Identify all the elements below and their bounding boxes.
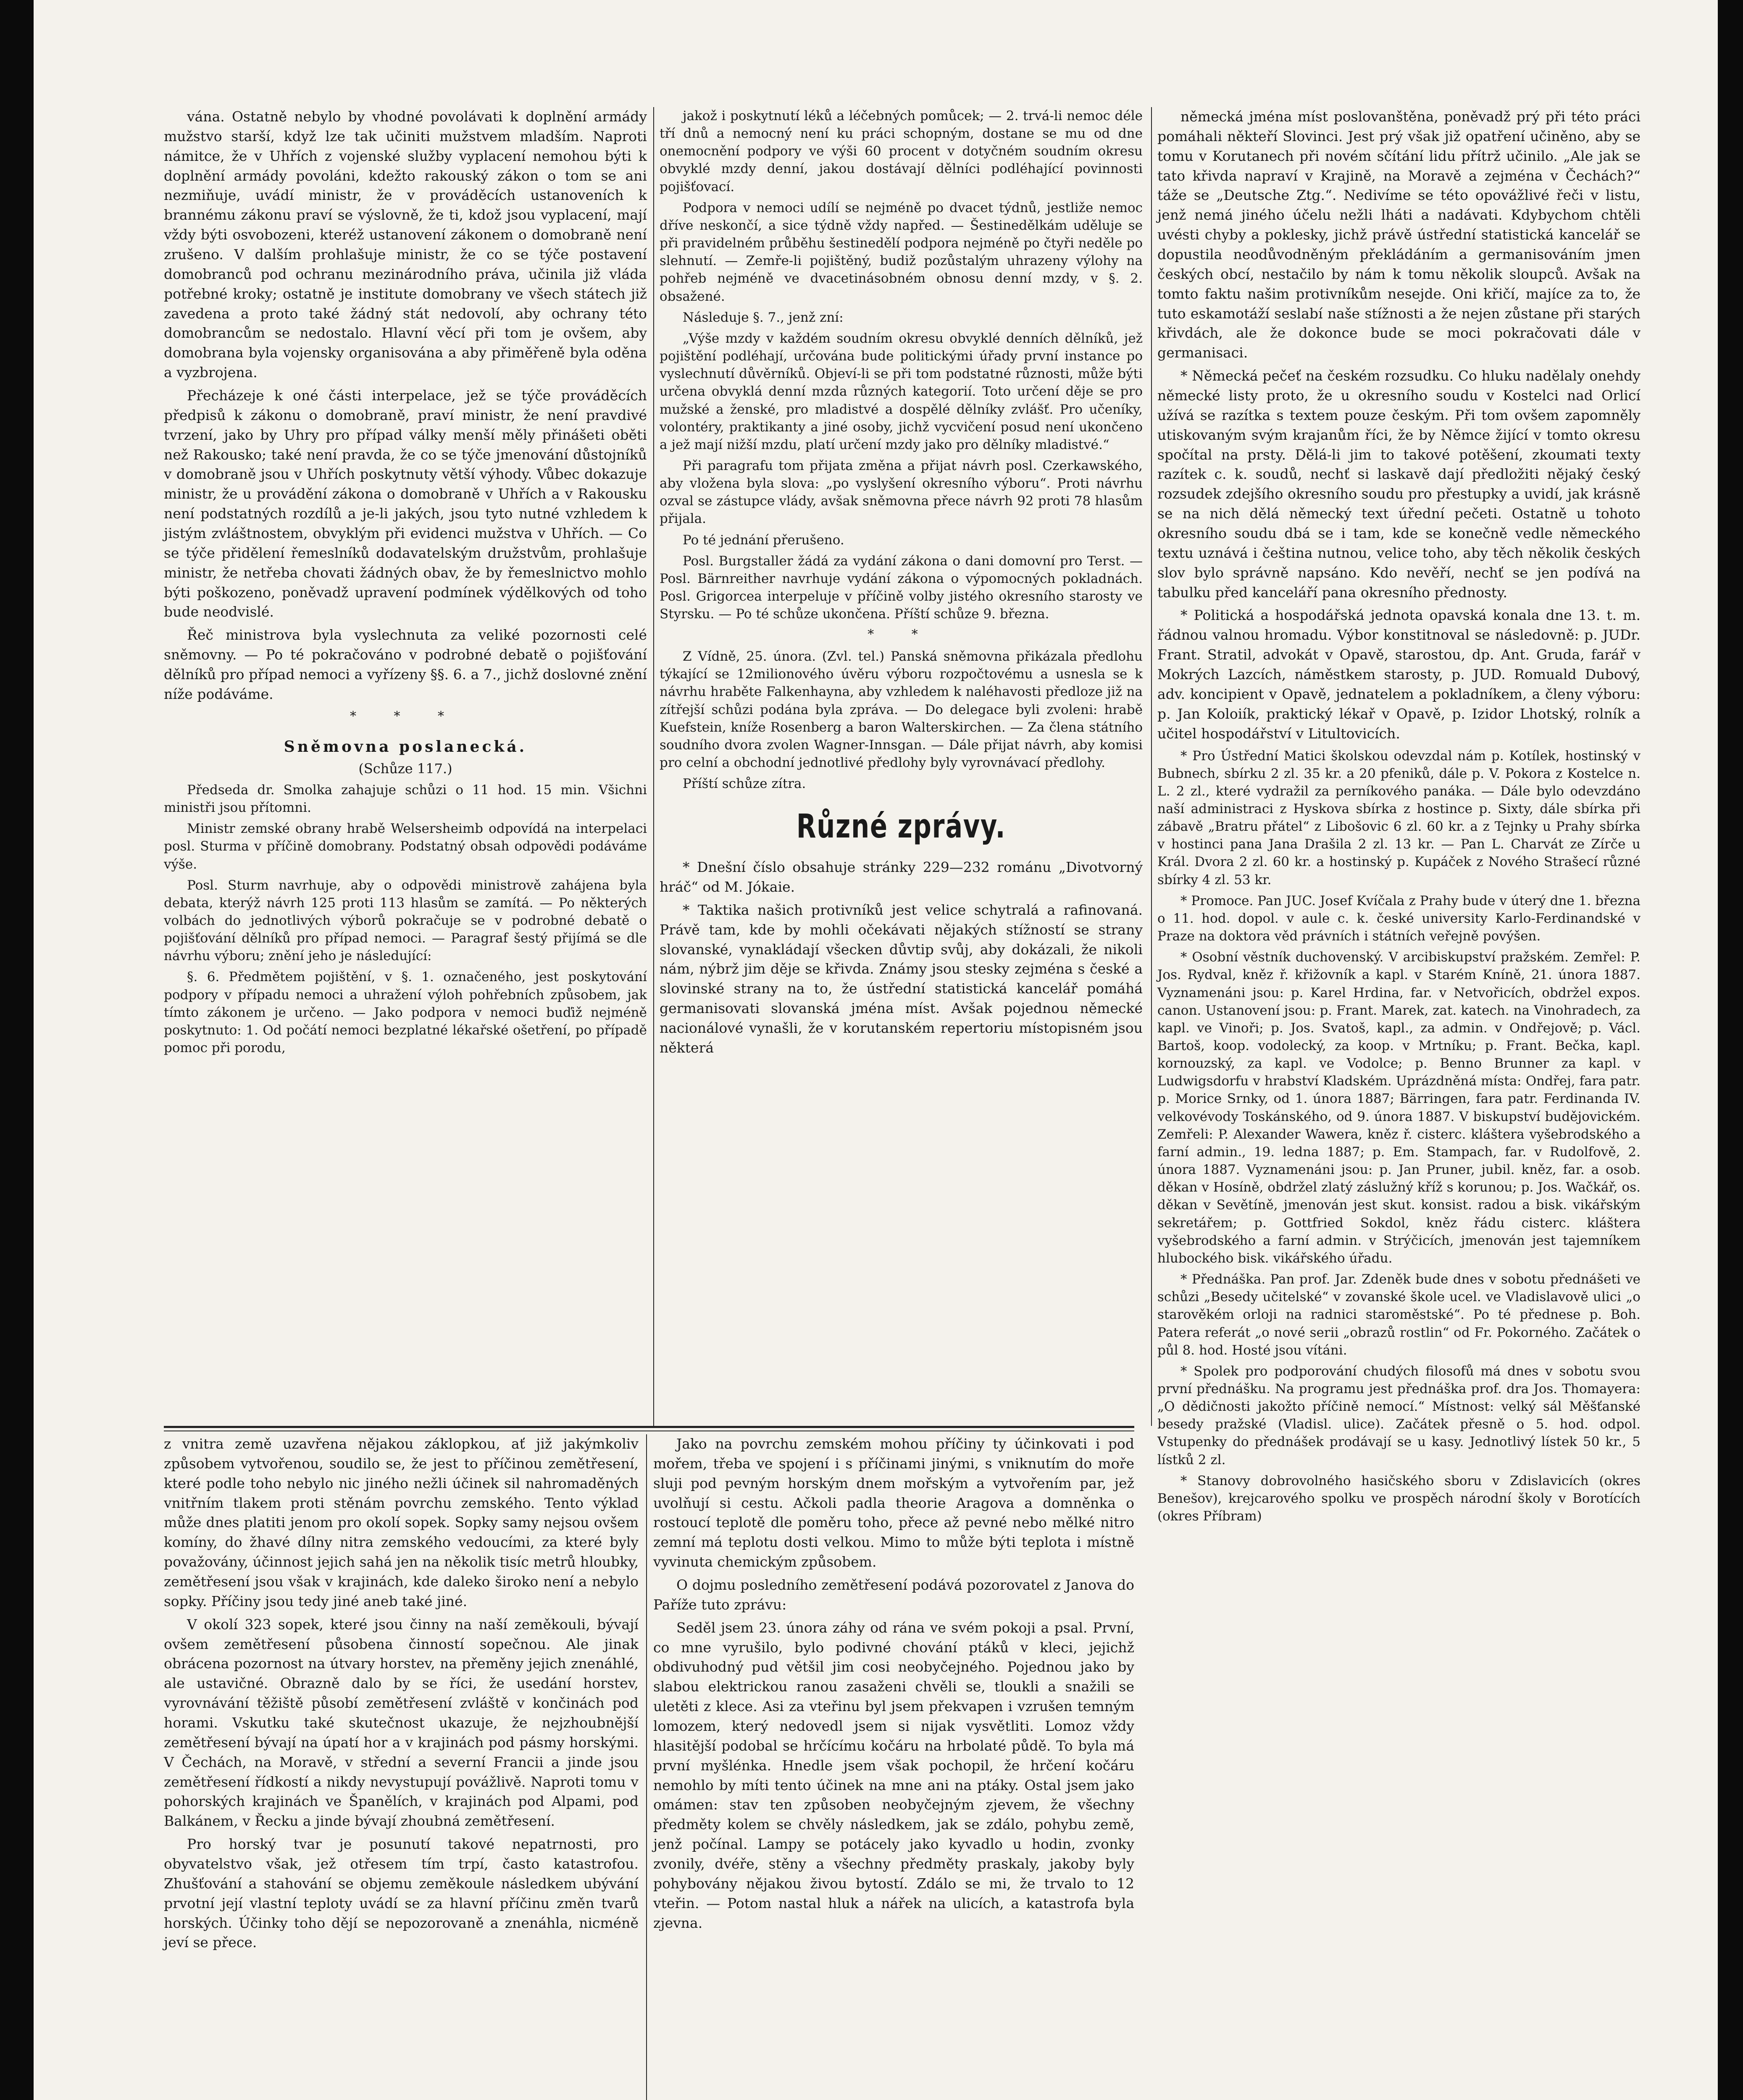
paragraph: německá jména míst poslovanštěna, poněvadž prý při této práci pomáhali někteří Slovinci. Jest prý však již opatření učiněno, aby se tomu v Korutanech při novém sčítání lidu přítrž učinilo. „Ale jak se tato křivda napraví v Krajině, na Moravě a zejména v Čechách?“ táže se „Deutsche Ztg.“. Nedivíme se této opovážlivé řeči v listu, jenž nemá jiného účelu nežli lháti a nadávati. Kdybychom chtěli uvésti chyby a poklesky, jichž právě ústřední statistická kancelář se dopustila neodůvodněným překládáním a germanisováním jmen českých obcí, nestačilo by nám k tomu několik sloupců. Avšak na tomto faktu našim protivníkům nesejde. Oni křičí, majíce za to, že tuto eskamotáží seslabí naše stížnosti a že nejen zůstane při starých křivdách, ale že dokonce bude se moci pokračovati dále v germanisaci. [1157,108,1640,361]
feuilleton-section [164,1434,1134,2100]
column-divider [646,1434,647,2100]
section-subheading: (Schůze 117.) [358,761,452,777]
paragraph: * Taktika našich protivníků jest velice schytralá a rafinovaná. Právě tam, kde by mohli očekávati nějakých stížností se strany slovanské, vynakládají všecken důvtip svůj, aby dokázali, že nikoli nám, nýbrž jim děje se křivda. Známy jsou stesky zejména s české a slovinské strany na to, že ústřední statistická kancelář pomáhá germanisovati slovanská jména míst. Avšak pojednou německé nacionálové vynašli, že v korutanském repertoriu místopisném jsou některá [660,901,1143,1056]
paragraph: * Spolek pro podporování chudých filosofů má dnes v sobotu svou první přednášku. Na programu jest přednáška prof. dra Jos. Thomayera: „O dědičnosti jakožto příčině nemocí.“ Místnost: velký sál Měšťanské besedy pražské (Vladisl. ulice). Začátek přesně o 5. hod. odpol. Vstupenky do přednášek prodávají se u kasy. Jednotlivý lístek 50 kr., 5 lístků 2 zl. [1157,1363,1640,1467]
paragraph: * Dnešní číslo obsahuje stránky 229—232 románu „Divotvorný hráč“ od M. Jókaie. [660,859,1143,895]
paragraph: Řeč ministrova byla vyslechnuta za veliké pozornosti celé sněmovny. — Po té pokračováno v podrobné debatě o pojišťování dělníků pro případ nemoci a vyřízeny §§. 6. a 7., jichž doslovné znění níže podáváme. [164,627,647,702]
paragraph: Ministr zemské obrany hrabě Welsersheimb odpovídá na interpelaci posl. Sturma v příčině domobrany. Podstatný obsah odpovědi podáváme výše. [164,821,647,872]
paragraph: Při paragrafu tom přijata změna a přijat návrh posl. Czerkawského, aby vložena byla slova: „po vyslyšení okresního výboru“. Proti návrhu ozval se zástupce vlády, avšak sněmovna přece návrh 92 proti 78 hlasům přijala. [660,458,1143,527]
feuilleton-column-2 [653,1434,1134,2100]
section-title: Různé zprávy. [796,808,1006,846]
paragraph: Po té jednání přerušeno. [683,532,844,548]
paragraph: Předseda dr. Smolka zahajuje schůzi o 11 hod. 15 min. Všichni ministři jsou přítomni. [164,782,647,816]
paragraph: jakož i poskytnutí léků a léčebných pomůcek; — 2. trvá-li nemoc déle tří dnů a nemocný není ku práci schopným, dostane se mu od dne onemocnění podpory ve výši 60 procent v dotyčném soudním okresu obvyklé mzdy denní, jakou dostávají dělníci podléhající povinnosti pojišťovací. [660,108,1143,194]
paragraph: * Stanovy dobrovolného hasičského sboru v Zdislavicích (okres Benešov), krejcarového spolku ve prospěch národní školy v Borotících (okres Příbram) [1157,1473,1640,1524]
paragraph: Jako na povrchu zemském mohou příčiny ty účinkovati i pod mořem, třeba ve spojení i s příčinami jinými, s vniknutím do moře sluji pod pevným horským dnem mořským a vytvořením par, jež uvolňují si cestu. Ačkoli padla theorie Aragova a domněnka o rostoucí teplotě dle poměru toho, přece až pevné nebo mělké nitro zemní má teplotu dosti velkou. Mimo to může býti teplota i místně vyvinuta chemickým způsobem. [653,1436,1134,1570]
paragraph: z vnitra země uzavřena nějakou záklopkou, ať již jakýmkoliv způsobem vytvořenou, soudilo se, že jest to příčinou zemětřesení, které podle toho nebylo nic jiného nežli účinek sil nahromaděných vnitřním tlakem proti stěnám povrchu zemského. Tento výklad může dnes platiti jenom pro okolí sopek. Sopky samy nejsou ovšem komíny, do žhavé dílny nitra zemského vedoucími, za které byly považovány, účinnost jejich sahá jen na několik tisíc metrů hloubky, zemětřesení jsou však v krajinách, kde daleko široko není a nebylo sopky. Příčiny jsou tedy jiné aneb také jiné. [164,1436,639,1609]
column-divider [653,107,654,1426]
paragraph: Podpora v nemoci udílí se nejméně po dvacet týdnů, jestliže nemoc dříve neskončí, a sice týdně vždy napřed. — Šestinedělkám uděluje se při pravidelném průběhu šestinedělí podpora nejméně po čtyři neděle po slehnutí. — Zemře-li pojištěný, budiž pozůstalým uhrazeny výlohy na pohřeb nejméně ve dvacetinásobném obnosu denní mzdy, v §. 2. obsažené. [660,200,1143,304]
paragraph: Seděl jsem 23. února záhy od rána ve svém pokoji a psal. První, co mne vyrušilo, bylo podivné chování ptáků v kleci, jejichž obdivuhodný pud většil jim cosi neobyčejného. Pojednou jako by slabou elektrickou ranou zasaženi chvěli se, tloukli a snažili se uletěti z klece. Asi za vteřinu byl jsem překvapen i vzrušen temným lomozem, který nedovedl jsem si nijak vysvětliti. Lomoz vždy hlasitější podobal se hrčícímu kočáru na hrbolaté půdě. To byla má první myšlénka. Hnedle jsem však pochopil, že hrčení kočáru nemohlo by míti tento účinek na mne ani na ptáky. Ostal jsem jako omámen: stav ten způsoben neobyčejným zjevem, že všechny předměty kolem se chvěly následkem, jak se zdálo, pohybu země, jenž počínal. Lampy se potácely jako kyvadlo u hodin, zvonky zvonily, dvéře, stěny a všechny předměty praskaly, jakoby byly pohybovány nějakou živou bytostí. Zdálo se mi, že trvalo to 12 vteřin. — Potom nastal hluk a nářek na ulicích, a katastrofa byla zjevna. [653,1619,1134,1931]
paragraph: Přecházeje k oné části interpelace, jež se týče prováděcích předpisů k zákonu o domobraně, praví ministr, že není pravdivé tvrzení, jako by Uhry pro případ války menší měly přinášeti oběti než Rakousko; také není pravda, že co se týče jmenování důstojníků v domobraně jsou v Uhřích poskytnuty větší výhody. Vůbec dokazuje ministr, že u provádění zákona o domobraně v Uhřích a v Rakousku není podstatných rozdílů a je-li jakých, jsou tyto nutné vzhledem k jistým zvláštnostem, obvyklým při evidenci mužstva v Uhřích. — Co se týče přidělení řemeslníků dodavatelským družstvům, prohlašuje ministr, že netřeba chovati žádných obav, že by řemeslnictvo mohlo býti poškozeno, poněvadž upravení podmínek výdělkových od toho bude neodvislé. [164,387,647,620]
feuilleton-rule [164,1426,1134,1428]
separator-stars: * * [868,627,935,642]
section-heading: Sněmovna poslanecká. [284,738,527,756]
scan-border-left [0,0,34,2100]
paragraph: Posl. Burgstaller žádá za vydání zákona o dani domovní pro Terst. — Posl. Bärnreither navrhuje vydání zákona o výpomocných pokladnách. Posl. Grigorcea interpeluje v příčině volby jistého okresního starosty ve Styrsku. — Po té schůze ukončena. Příští schůze 9. března. [660,553,1143,622]
scan-border-right [1718,0,1743,2100]
paragraph: * Politická a hospodářská jednota opavská konala dne 13. t. m. řádnou valnou hromadu. Výbor konstitnoval se následovně: p. JUDr. Frant. Stratil, advokát v Opavě, starostou, dp. Ant. Gruda, farář v Mokrých Lazcích, náměstkem starosty, p. JUD. Romuald Dubový, adv. koncipient v Opavě, jednatelem a pokladníkem, a členy výboru: p. Jan Koloiík, praktický lékař v Opavě, p. Izidor Lhotský, rolník a učitel hospodářství v Litultovicích. [1157,607,1640,742]
column-divider [1151,107,1152,1426]
column-3 [1157,107,1640,1524]
newspaper-page [164,107,1643,2100]
paragraph: Z Vídně, 25. února. (Zvl. tel.) Panská sněmovna přikázala předlohu týkající se 12milionového úvěru výboru rozpočtovému a usnesla se k návrhu hraběte Falkenhayna, aby vzhledem k naléhavosti předloze již na zítřejší schůzi podána byla zpráva. — Do delegace byli zvoleni: hrabě Kuefstein, kníže Rosenberg a baron Walterskirchen. — Za člena státního soudního dvora zvolen Wagner-Innsgan. — Dále přijat návrh, aby komisi pro celní a obchodní jednotlivé předlohy byly vyrovnávací předlohy. [660,649,1143,771]
paragraph: Pro horský tvar je posunutí takové nepatrnosti, pro obyvatelstvo však, jež otřesem tím trpí, často katastrofou. Zhušťování a stahování se objemu zeměkoule následkem ubývání prvotní její vlastní teploty uvádí se za hlavní příčinu změn tvarů horských. Účinky toho dějí se nepozorovaně a znenáhla, nicméně jeví se přece. [164,1836,639,1951]
feuilleton-column-1 [164,1434,639,2100]
paragraph: vána. Ostatně nebylo by vhodné povolávati k doplnění armády mužstvo starší, když lze tak učiniti mužstvem mladším. Naproti námitce, že v Uhřích z vojenské služby vyplacení nemohou býti k doplnění armády povoláni, kdežto rakouský zákon o tom se ani nezmiňuje, uvádí ministr, že v prováděcích ustanoveních k brannému zákonu praví se výslovně, že ti, kdož jsou vyplacení, mají vždy býti osvobozeni, kteréž ustanovení zákonem o domobraně není zrušeno. V dalším prohlašuje ministr, že co se týče postavení domobranců pod ochranu mezinárodního práva, učinila již vláda potřebné kroky; ostatně je institute domobrany ve všech státech již zavedena a proto také žádný stát nedovolí, aby ochrany této domobrancům se nedostalo. Hlavní věcí při tom je ovšem, aby domobrana byla vojensky organisována a aby přiměřeně byla oděna a vyzbrojena. [164,108,647,381]
paragraph: Příští schůze zítra. [683,776,806,792]
paragraph: Následuje §. 7., jenž zní: [683,310,844,325]
paragraph: „Výše mzdy v každém soudním okresu obvyklé denních dělníků, jež pojištění podléhají, určována bude politickými úřady první instance po vyslechnutí důvěrníků. Objeví-li se při tom podstatné různosti, může býti určena obvyklá denní mzda různých kategorií. Toto určení děje se pro mužské a ženské, pro mladistvé a dospělé dělníky zvlášť. Pro učeníky, volontéry, praktikanty a jiné osoby, jichž vycvičení posud není ukončeno a jež mají nižší mzdu, platí určení mzdy jako pro dělníky mladistvé.“ [660,331,1143,452]
separator-stars: * * * [350,709,461,724]
paragraph: Posl. Sturm navrhuje, aby o odpovědi ministrově zahájena byla debata, kterýž návrh 125 proti 113 hlasům se zamítá. — Po některých volbách do jednotlivých výborů pokračuje se v podrobné debatě o pojišťování dělníků pro případ nemoci. — Paragraf šestý přijímá se dle návrhu výboru; znění jeho je následující: [164,877,647,964]
paragraph: O dojmu posledního zemětřesení podává pozorovatel z Janova do Paříže tuto zprávu: [653,1577,1134,1613]
paragraph: * Přednáška. Pan prof. Jar. Zdeněk bude dnes v sobotu přednášeti ve schůzi „Besedy učitelské“ v zovanské škole ucel. ve Vladislavově ulici „o starověkém orloji na radnici staroměstské“. Po té přednese p. Boh. Patera referát „o nové serii „obrazů rostlin“ od Fr. Pokorného. Začátek o půl 8. hod. Hosté jsou vítáni. [1157,1272,1640,1358]
column-2 [660,107,1143,1426]
paragraph: * Německá pečeť na českém rozsudku. Co hluku nadělaly onehdy německé listy proto, že u okresního soudu v Kostelci nad Orlicí užívá se razítka s textem pouze českým. Při tom ovšem zapomněly utiskovaným svým krajanům říci, že by Němce žijící v tomto okresu spočítal na prsty. Dělá-li jim to takové potěšení, zkoumati texty razítek c. k. soudů, nechť si laskavě dají předložiti nějaký český rozsudek zdejšího okresního soudu pro přestupky a uvidí, jak krásně se na nich dělá německý text úřední pečeti. Ostatně u tohoto okresního soudu dbá se i tam, kde se konečně vedle německého textu uznává i čeština nutnou, velice toho, aby těch několik českých slov bylo správně napsáno. Kdo nevěří, nechť se jen podívá na tabulku před kanceláří pana okresního přednosty. [1157,368,1640,601]
paragraph: * Promoce. Pan JUC. Josef Kvíčala z Prahy bude v úterý dne 1. března o 11. hod. dopol. v aule c. k. české university Karlo-Ferdinandské v Praze na doktora věd právních i státních veřejně povýšen. [1157,893,1640,944]
paragraph: V okolí 323 sopek, které jsou činny na naší zeměkouli, bývají ovšem zemětřesení působena činností sopečnou. Ale jinak obrácena pozornost na útvary horstev, na přeměny jejich znenáhlé, ale ustavičné. Obrazně dalo by se říci, že usedání horstev, vyrovnávání těžiště působí zemětřesení zvláště v končinách pod horami. Vskutku také skutečnost ukazuje, že nejzhoubnější zemětřesení bývají na úpatí hor a v krajinách pod pásmy horskými. V Čechách, na Moravě, v střední a severní Francii a jinde jsou zemětřesení řídkostí a nikdy nevystupují povážlivě. Naproti tomu v pohorských krajinách ve Španělích, v krajinách pod Alpami, pod Balkánem, v Řecku a jinde bývají zhoubná zemětřesení. [164,1616,639,1830]
paragraph: * Osobní věstník duchovenský. V arcibiskupství pražském. Zemřel: P. Jos. Rydval, kněz ř. křižovník a kapl. v Starém Kníně, 21. února 1887. Vyznamenáni jsou: p. Karel Hrdina, far. v Netvořicích, obdržel expos. canon. Ustanovení jsou: p. Frant. Marek, zat. katech. na Vinohradech, za kapl. ve Vinoři; p. Jos. Svatoš, kapl., za admin. v Ondřejově; p. Václ. Bartoš, koop. vodolecký, za koop. v Mrtníku; p. Frant. Bečka, kapl. kornouzský, za kapl. ve Vodolce; p. Benno Brunner za kapl. v Ludwigsdorfu v hrabství Kladském. Uprázdněná místa: Ondřej, fara patr. p. Morice Srnky, od 1. února 1887; Bärringen, fara patr. Ferdinanda IV. velkovévody Toskánského, od 9. února 1887. V biskupství budějovickém. Zemřeli: P. Alexander Wawera, kněz ř. cisterc. kláštera vyšebrodského a farní admin., 19. ledna 1887; p. Em. Stampach, far. v Rudolfově, 2. února 1887. Vyznamenáni jsou: p. Jan Pruner, jubil. kněz, far. a osob. děkan v Hosíně, obdržel zlatý záslužný kříž s korunou; p. Jos. Wačkář, os. děkan v Sevětíně, jmenován jest skut. konsist. radou a bisk. vikářským sekretářem; p. Gottfried Sokdol, kněz řádu cisterc. kláštera vyšebrodského a farní admin. v Strýčicích, jmenován jest tajemníkem hlubockého bisk. vikářského úřadu. [1157,950,1640,1266]
paragraph: §. 6. Předmětem pojištění, v §. 1. označeného, jest poskytování podpory v případu nemoci a uhražení výloh pohřebních způsobem, jak tímto zákonem je určeno. — Jako podpora v nemoci buďiž nejméně poskytnuto: 1. Od počátí nemoci bezplatné lékařské ošetření, po případě pomoc při porodu, [164,969,647,1056]
column-1 [164,107,647,1426]
paragraph: * Pro Ústřední Matici školskou odevzdal nám p. Kotílek, hostinský v Bubnech, sbírku 2 zl. 35 kr. a 20 pfeniků, dále p. V. Pokora z Kostelce n. L. 2 zl., které vydražil za perníkového panáka. — Dále bylo odevzdáno naší administraci z Hyskova sbírka z hostince p. Sixty, dále sbírka při zábavě „Bratru přátel“ z Libošovic 6 zl. 60 kr. a z Tejnky u Prahy sbírka v hostinci pana Jana Drašila 2 zl. 13 kr. — Pan L. Charvát ze Zírče u Král. Dvora 2 zl. 60 kr. a hostinský p. Kupáček z Nového Strašecí různé sbírky 4 zl. 53 kr. [1157,748,1640,887]
